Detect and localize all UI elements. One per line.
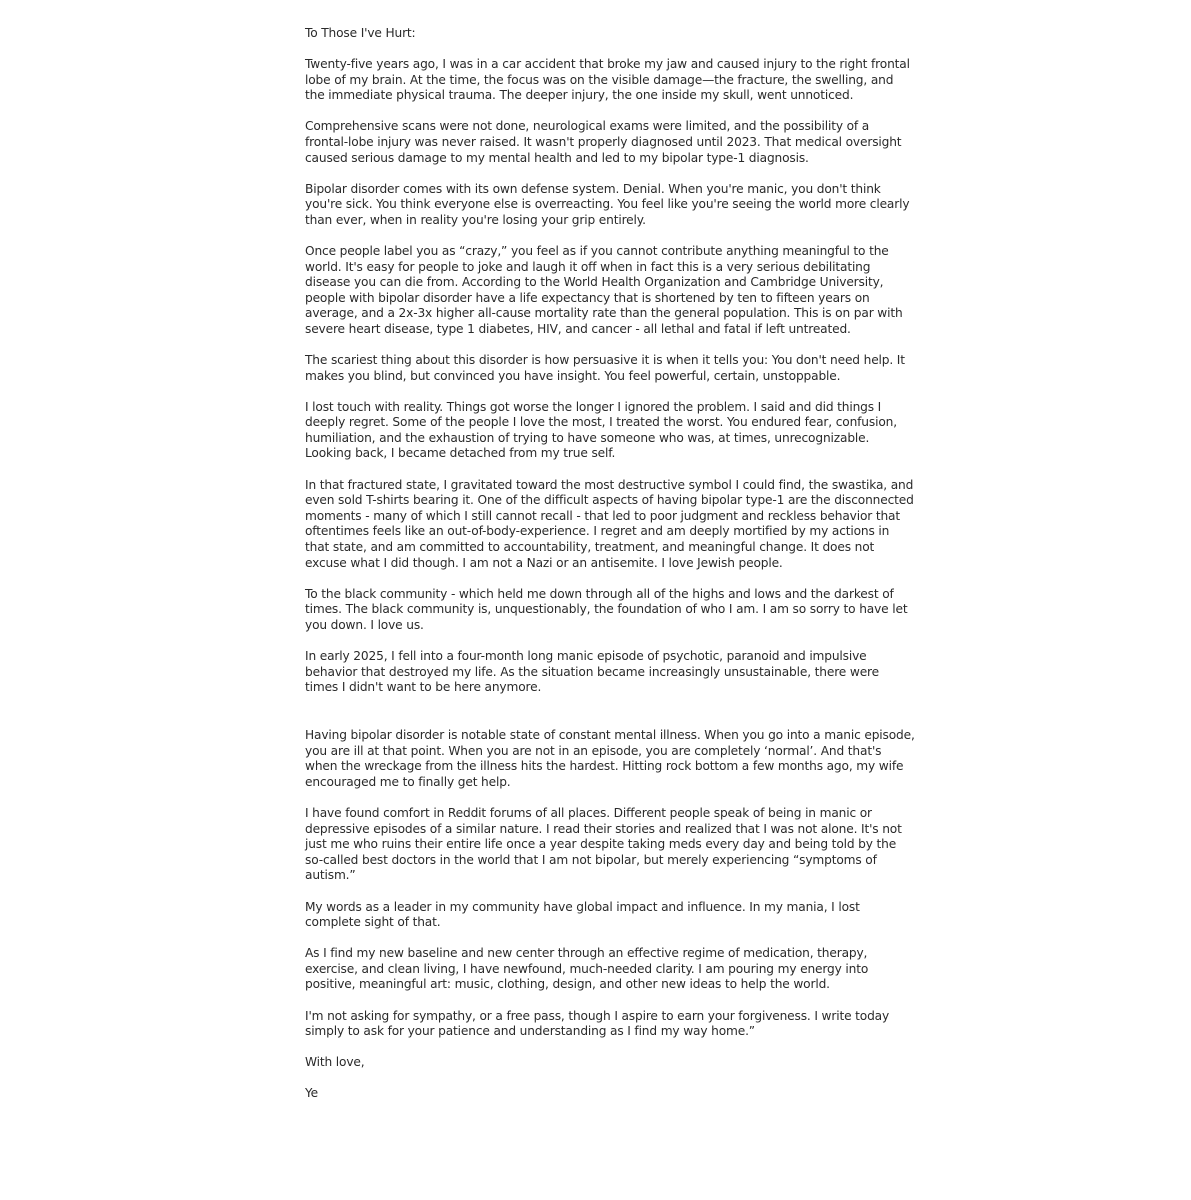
paragraph-accident: Twenty-five years ago, I was in a car accident that broke my jaw and caused injury to the right frontal lobe of my brain. At the time, the focus was on the visible damage—the fracture, the swelling, and the immediate physical trauma. The deeper injury, the one inside my skull, went unnoticed.	[305, 57, 910, 103]
paragraph-mortality: Once people label you as “crazy,” you feel as if you cannot contribute anything meaningful to the world. It's easy for people to joke and laugh it off when in fact this is a very serious debilitating disease you can die from. According to the World Health Organization and Cambridge University, people with bipolar disorder have a life expectancy that is shortened by ten to fifteen years on average, and a 2x-3x higher all-cause mortality rate than the general population. This is on par with severe heart disease, type 1 diabetes, HIV, and cancer - all lethal and fatal if left untreated.	[305, 243, 903, 336]
paragraph-diagnosis: Comprehensive scans were not done, neurological exams were limited, and the possibility of a frontal-lobe injury was never raised. It wasn't properly diagnosed until 2023. That medical oversight caused serious damage to my mental health and led to my bipolar type-1 diagnosis.	[305, 119, 902, 165]
paragraph-fractured-state: In that fractured state, I gravitated toward the most destructive symbol I could find, the swastika, and even sold T-shirts bearing it. One of the difficult aspects of having bipolar type-1 are the disconnected moments - many of which I still cannot recall - that led to poor judgment and reckless behavior that oftentimes feels like an out-of-body-experience. I regret and am deeply mortified by my actions in that state, and am committed to accountability, treatment, and meaningful change. It does not excuse what I did though. I am not a Nazi or an antisemite. I love Jewish people.	[305, 477, 914, 570]
paragraph-forgiveness: I'm not asking for sympathy, or a free pass, though I aspire to earn your forgiveness. I write today simply to ask for your patience and understanding as I find my way home.”	[305, 1008, 890, 1039]
paragraph-baseline: As I find my new baseline and new center through an effective regime of medication, therapy, exercise, and clean living, I have newfound, much-needed clarity. I am pouring my energy into positive, meaningful art: music, clothing, design, and other new ideas to help the world.	[305, 946, 869, 992]
paragraph-leader: My words as a leader in my community have global impact and influence. In my mania, I lost complete sight of that.	[305, 899, 860, 930]
letter-salutation: To Those I've Hurt:	[305, 26, 416, 40]
letter-body	[305, 26, 915, 1117]
letter-signature: Ye	[305, 1086, 319, 1101]
paragraph-early-2025: In early 2025, I fell into a four-month long manic episode of psychotic, paranoid and impulsive behavior that destroyed my life. As the situation became increasingly unsustainable, there were times I didn't want to be here anymore.	[305, 648, 879, 695]
section-gap	[305, 711, 915, 728]
paragraph-reality: I lost touch with reality. Things got worse the longer I ignored the problem. I said and did things I deeply regret. Some of the people I love the most, I treated the worst. You endured fear, confusion, humiliation, and the exhaustion of trying to have someone who was, at times, unrecognizable. Looking back, I became detached from my true self.	[305, 399, 897, 461]
paragraph-denial: Bipolar disorder comes with its own defense system. Denial. When you're manic, you don't think you're sick. You think everyone else is overreacting. You feel like you're seeing the world more clearly than ever, when in reality you're losing your grip entirely.	[305, 181, 910, 227]
letter-closing: With love,	[305, 1055, 365, 1070]
paragraph-persuasive: The scariest thing about this disorder is how persuasive it is when it tells you: You don't need help. It makes you blind, but convinced you have insight. You feel powerful, certain, unstoppable.	[305, 353, 905, 383]
paragraph-black-community: To the black community - which held me down through all of the highs and lows and the darkest of times. The black community is, unquestionably, the foundation of who I am. I am so sorry to have let you down. I love us.	[305, 586, 908, 632]
paragraph-reddit: I have found comfort in Reddit forums of all places. Different people speak of being in manic or depressive episodes of a similar nature. I read their stories and realized that I was not alone. It's not just me who ruins their entire life once a year despite taking meds every day and being told by the so-called best doctors in the world that I am not bipolar, but merely experiencing “symptoms of autism.”	[305, 806, 902, 883]
paragraph-constant-illness: Having bipolar disorder is notable state of constant mental illness. When you go into a manic episode, you are ill at that point. When you are not in an episode, you are completely ‘normal’. And that's when the wreckage from the illness hits the hardest. Hitting rock bottom a few months ago, my wife encouraged me to finally get help.	[305, 728, 915, 789]
